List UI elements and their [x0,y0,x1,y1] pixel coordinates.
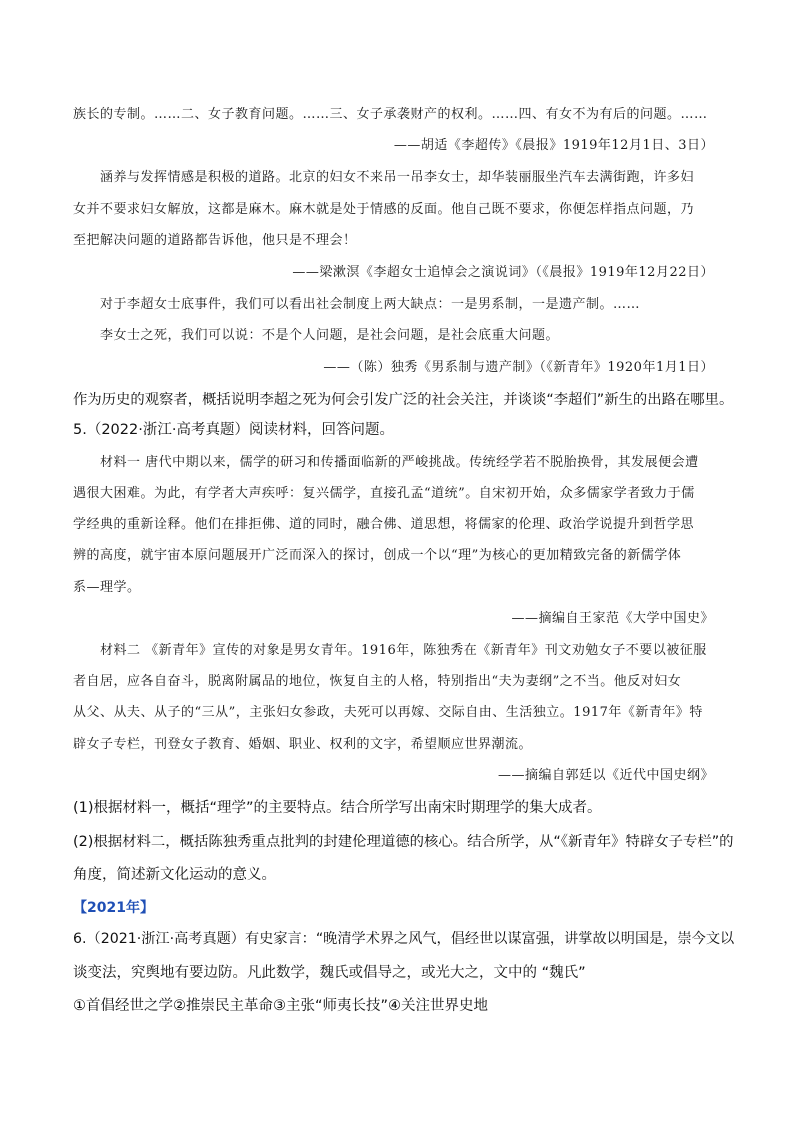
q5-material2-line: 者自居，应各自奋斗，脱离附属品的地位，恢复自主的人格，特别指出“夫为妻纲”之不当。他反对妇女 [73,674,682,689]
q5-source-guo: ——摘编自郭廷以《近代中国史纲》 [497,768,714,783]
q5-material2-line: 辟女子专栏，刊登女子教育、婚姻、职业、权利的文字，希望顺应世界潮流。 [73,737,533,752]
q4-para-line: 涵养与发挥情感是积极的道路。北京的妇女不来吊一吊李女士，却华装丽服坐汽车去满街跑，许多妇 [100,170,695,185]
q6-stem: 6.（2021·浙江·高考真题）有史家言：“晚清学术界之风气，倡经世以谋富强，讲掌故以明国是，崇今文以 [73,931,735,947]
q5-material2-line: 从父、从夫、从子的“三从”，主张妇女参政，夫死可以再嫁、交际自由、生活独立。1917年《新青年》特 [73,705,703,720]
q5-source-wang: ——摘编自王家范《大学中国史》 [511,611,714,626]
q4-source-chen: ——（陈）独秀《男系制与遗产制》（《新青年》1920年1月1日） [323,360,714,375]
q5-material1-line: 辨的高度，就宇宙本原问题展开广泛而深入的探讨，创成一个以“理”为核心的更加精致完备的新儒学体 [73,548,682,563]
q5-material1-line: 材料一 唐代中期以来，儒学的研习和传播面临新的严峻挑战。传统经学若不脱胎换骨，其发展便会遭 [100,455,699,470]
q5-material1-line: 学经典的重新诠释。他们在排拒佛、道的同时，融合佛、道思想，将儒家的伦理、政治学说提升到哲学思 [73,517,695,532]
q4-question: 作为历史的观察者，概括说明李超之死为何会引发广泛的社会关注，并谈谈“李超们”新生的出路在哪里。 [73,392,734,408]
q4-para-line: 李女士之死，我们可以说：不是个人问题，是社会问题，是社会底重大问题。 [100,328,560,343]
q4-para-line: 至把解决问题的道路都告诉他，他只是不理会！ [73,233,357,248]
q4-para-line: 对于李超女士底事件，我们可以看出社会制度上两大缺点：一是男系制，一是遗产制。…… [100,297,641,312]
q5-stem: 5.（2022·浙江·高考真题）阅读材料，回答问题。 [73,422,394,438]
q5-material1-line: 系—理学。 [73,580,141,595]
q5-material2-line: 材料二 《新青年》宣传的对象是男女青年。1916年，陈独秀在《新青年》刊文劝勉女子不要以被征服 [100,643,707,658]
q5-material1-line: 遇很大困难。为此，有学者大声疾呼：复兴儒学，直接孔孟“道统”。自宋初开始，众多儒家学者致力于儒 [73,486,695,501]
q6-options: ①首倡经世之学②推崇民主革命③主张“师夷长技”④关注世界史地 [73,998,489,1014]
q4-para-line: 女并不要求妇女解放，这都是麻木。麻木就是处于情感的反面。他自己既不要求，你便怎样指点问题，乃 [73,202,695,217]
q4-source-liang: ——梁漱溟《李超女士追悼会之演说词》（《晨报》1919年12月22日） [292,265,714,280]
q4-text-line: 族长的专制。……二、女子教育问题。……三、女子承袭财产的权利。……四、有女不为有后的问题。…… [73,107,708,122]
q5-subquestion-2-cont: 角度，简述新文化运动的意义。 [73,867,276,883]
q6-stem-cont: 谈变法，究舆地有要边防。凡此数学，魏氏或倡导之，或光大之，文中的 “魏氏” [73,965,586,981]
q5-subquestion-1: (1)根据材料一，概括“理学”的主要特点。结合所学写出南宋时期理学的集大成者。 [73,800,602,816]
q5-subquestion-2: (2)根据材料二，概括陈独秀重点批判的封建伦理道德的核心。结合所学，从“《新青年》特辟女子专栏”的 [73,834,734,850]
q4-source-hushi: ——胡适《李超传》《晨报》1919年12月1日、3日） [393,138,714,153]
year-heading: 【2021年】 [73,900,154,916]
